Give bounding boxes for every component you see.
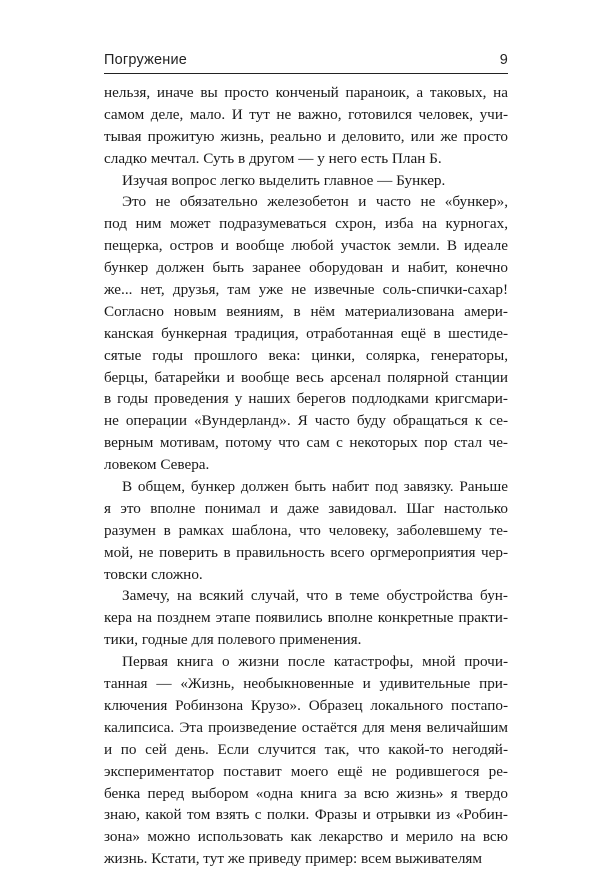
- text-line: под ним может подразумеваться схрон, изба на курногах,: [104, 215, 508, 233]
- text-line: Замечу, на всякий случай, что в теме обустройства бун-: [122, 587, 508, 605]
- text-line: я это вполне понимал и даже завидовал. Шаг настолько: [104, 499, 508, 517]
- paragraph: [104, 476, 508, 585]
- paragraph: [104, 191, 508, 476]
- text-line: канская бункерная традиция, отработанная ещё в шестиде-: [104, 324, 508, 342]
- section-title: Погружение: [104, 52, 188, 68]
- text-line: тики, годные для полевого применения.: [104, 631, 362, 649]
- text-line: мой, не поверить в правильность всего оргмероприятия чер-: [104, 543, 508, 561]
- text-line: В общем, бункер должен быть набит под завязку. Раньше: [122, 478, 508, 496]
- text-line: Это не обязательно железобетон и часто не «бункер»,: [122, 193, 508, 211]
- text-line: бенка перед выбором «одна книга за всю жизнь» я твердо: [104, 784, 508, 802]
- body-text: [104, 82, 508, 870]
- text-line: же... нет, друзья, там уже не извечные соль-спички-сахар!: [104, 281, 508, 299]
- page-number: 9: [499, 52, 508, 68]
- text-line: тывая прожитую жизнь, реально и деловито, или же просто: [104, 127, 508, 145]
- text-line: и по сей день. Если случится так, что какой-то негодяй-: [104, 740, 508, 758]
- text-line: Согласно новым веяниям, в нём материализована амери-: [104, 302, 508, 320]
- text-line: не операции «Вундерланд». Я часто буду обращаться к се-: [104, 412, 508, 430]
- text-line: бункер должен быть заранее оборудован и набит, конечно: [104, 259, 508, 277]
- running-header: [104, 52, 508, 72]
- paragraph: [104, 585, 508, 651]
- text-line: знаю, какой том взять с полки. Фразы и отрывки из «Робин-: [104, 806, 508, 824]
- text-line: верным мотивам, потому что сам с некоторых пор стал че-: [104, 434, 508, 452]
- text-line: зона» можно использовать как лекарство и мерило на всю: [104, 828, 508, 846]
- text-line: жизнь. Кстати, тут же приведу пример: всем выживателям: [104, 850, 483, 868]
- text-line: сятые годы прошлого века: цинки, солярка, генераторы,: [104, 346, 508, 364]
- text-line: пещерка, остров и вообще любой участок земли. В идеале: [104, 237, 508, 255]
- text-line: ловеком Севера.: [104, 456, 210, 474]
- paragraph: [104, 82, 508, 170]
- text-line: Первая книга о жизни после катастрофы, мной прочи-: [122, 653, 508, 671]
- text-line: танная — «Жизнь, необыкновенные и удивительные при-: [104, 675, 508, 693]
- text-line: ключения Робинзона Крузо». Образец локального постапо-: [104, 696, 508, 714]
- text-line: нельзя, иначе вы просто конченый параноик, а таковых, на: [104, 84, 508, 101]
- text-line: самом деле, мало. И тут не важно, готовился человек, учи-: [104, 105, 508, 123]
- text-line: Изучая вопрос легко выделить главное — Бункер.: [122, 171, 446, 189]
- text-line: экспериментатор поставит моего ещё не родившегося ре-: [104, 762, 508, 780]
- header-rule: [104, 73, 508, 74]
- text-line: кера на позднем этапе появились вполне конкретные практи-: [104, 609, 508, 627]
- text-line: товски сложно.: [104, 565, 203, 583]
- paragraph: [104, 651, 508, 870]
- paragraph: [104, 170, 508, 192]
- text-line: в годы проведения у наших берегов подлодками кригсмари-: [104, 390, 508, 408]
- text-line: калипсиса. Эта произведение остаётся для меня величайшим: [104, 718, 508, 736]
- text-line: разумен в рамках шаблона, что человеку, заболевшему те-: [104, 521, 508, 539]
- text-line: берцы, батарейки и вообще весь арсенал полярной станции: [104, 368, 508, 386]
- text-line: сладко мечтал. Суть в другом — у него есть План Б.: [104, 149, 442, 167]
